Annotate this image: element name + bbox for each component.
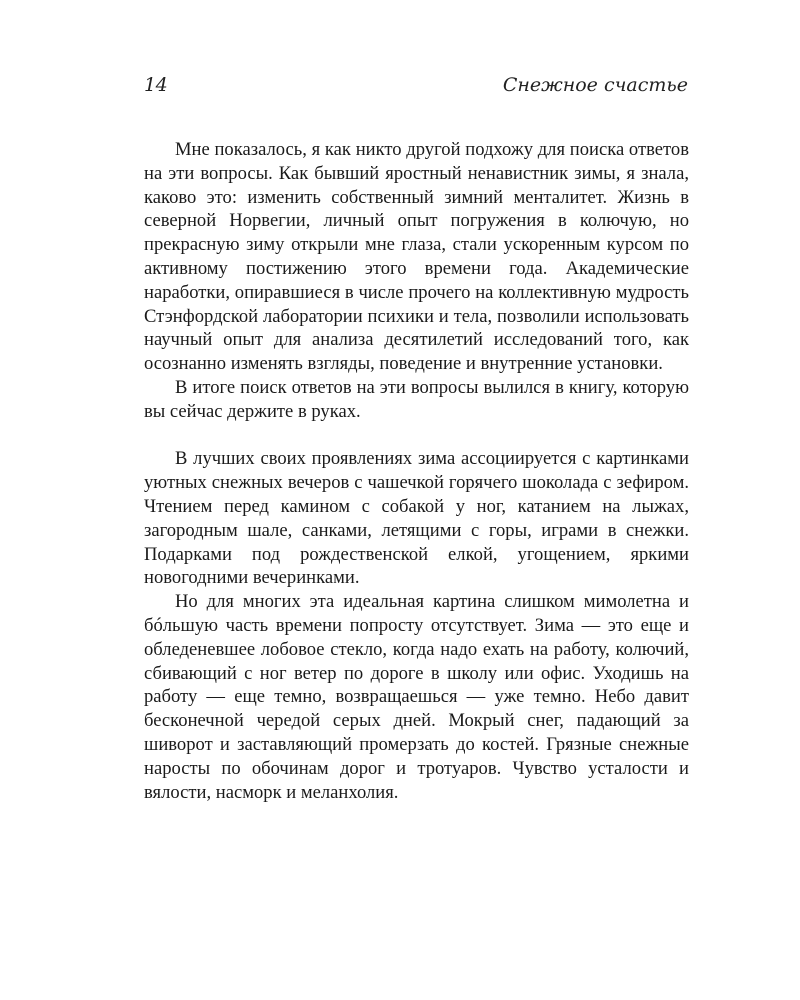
paragraph: Мне показалось, я как никто другой подхожу для поиска ответов на эти вопросы. Как бывший яростный ненавистник зимы, я знала, каково это: изменить собственный зимний менталитет. Жизнь в северной Норвегии, личный опыт погружения в колючую, но прекрасную зиму открыли мне глаза, стали ускоренным курсом по активному постижению этого времени года. Академические наработки, опиравшиеся в числе прочего на коллективную мудрость Стэнфордской лаборатории психики и тела, позволили использовать научный опыт для анализа десятилетий исследований того, как осознанно изменять взгляды, поведение и внутренние установки. xyxy=(144,139,689,375)
page-number: 14 xyxy=(144,74,168,96)
paragraph: Но для многих эта идеальная картина слишком мимолетна и бóльшую часть времени попросту отсутствует. Зима — это еще и обледеневшее лобовое стекло, когда надо ехать на работу, колючий, сбивающий с ног ветер по дороге в школу или офис. Уходишь на работу — еще темно, возвращаешься — уже темно. Небо давит бесконечной чередой серых дней. Мокрый снег, падающий за шиворот и заставляющий промерзать до костей. Грязные снежные наросты по обочинам дорог и тротуаров. Чувство усталости и вялости, насморк и меланхолия. xyxy=(144,591,689,803)
running-title: Снежное счастье xyxy=(502,74,688,96)
paragraph: В итоге поиск ответов на эти вопросы вылился в книгу, которую вы сейчас держите в руках. xyxy=(144,376,689,422)
body-text xyxy=(144,138,689,804)
paragraph: В лучших своих проявлениях зима ассоциируется с картинками уютных снежных вечеров с чашечкой горячего шоколада с зефиром. Чтением перед камином с собакой у ног, катанием на лыжах, загородным шале, санками, летящими с горы, играми в снежки. Подарками под рождественской елкой, угощением, яркими новогодними вечеринками. xyxy=(144,448,689,589)
